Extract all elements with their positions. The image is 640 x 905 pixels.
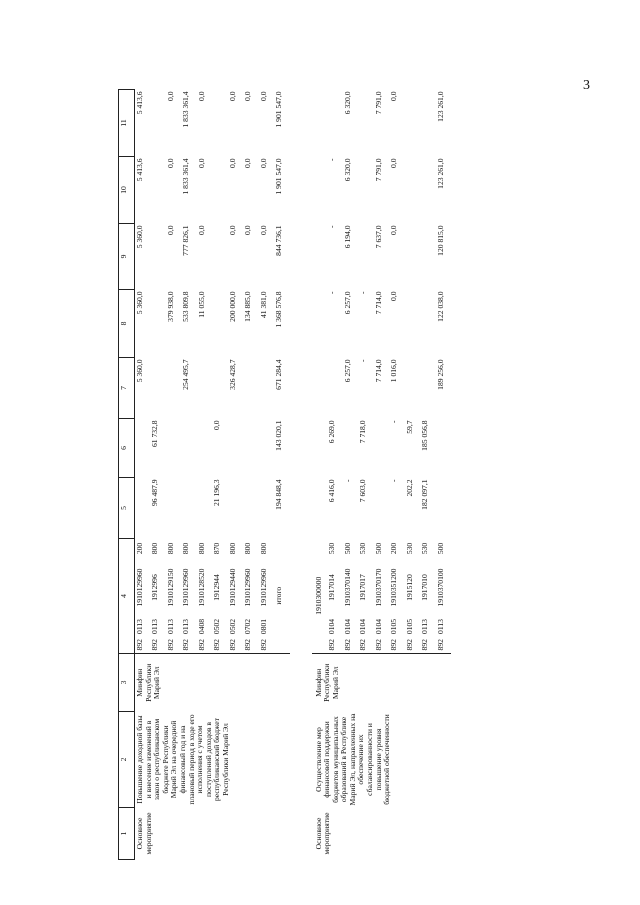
amount-cell: 254 495,7 bbox=[181, 359, 190, 390]
amount-cell: 0,0 bbox=[165, 158, 175, 168]
amount-cell bbox=[405, 89, 421, 156]
amount-cell: 123 261,0 bbox=[435, 158, 445, 189]
total-value: 1 901 547,0 bbox=[274, 158, 283, 195]
expense-type-code: 870 bbox=[212, 542, 221, 555]
amount-cell bbox=[420, 289, 436, 357]
amount-cell bbox=[327, 357, 343, 418]
amount-cell bbox=[374, 418, 390, 477]
amount-cell: 0,0 bbox=[165, 225, 175, 235]
section-code: 0104 bbox=[342, 618, 352, 635]
amount-cell bbox=[150, 357, 166, 418]
amount-cell: 1 833 361,4 bbox=[181, 158, 190, 195]
amount-cell bbox=[212, 156, 228, 223]
amount-cell: 182 097,1 bbox=[420, 479, 429, 510]
target-article-code: 1917010 bbox=[420, 574, 429, 601]
header-row bbox=[119, 89, 135, 859]
amount-cell: 533 809,8 bbox=[181, 291, 190, 322]
amount-cell bbox=[327, 89, 343, 156]
amount-cell bbox=[436, 418, 452, 477]
amount-cell bbox=[166, 477, 182, 538]
section-code: 0105 bbox=[389, 618, 398, 635]
total-value: 194 848,4 bbox=[274, 479, 283, 510]
grbs-code: 892 bbox=[196, 639, 206, 651]
activity-name: Повышение доходной базы и внесение изменений в закон о республиканском бюджете Республики Марий Эл на очередной финансовый год и на плановый период в ходе его исполнения с учетом поступлений доходов в республиканский бюджет Республики Марий Эл bbox=[135, 714, 230, 805]
total-value: 143 020,1 bbox=[274, 420, 283, 451]
grbs-code: 892 bbox=[358, 639, 367, 651]
budget-table bbox=[118, 89, 451, 860]
amount-cell bbox=[212, 357, 228, 418]
section-code: 0104 bbox=[327, 618, 336, 635]
total-value: 1 901 547,0 bbox=[274, 91, 283, 128]
activity-type: Основное мероприятие bbox=[313, 812, 332, 855]
executor: Минфин Республики Марий Эл bbox=[312, 654, 452, 712]
rotated-table-container bbox=[118, 90, 615, 860]
amount-cell: 7 718,0 bbox=[358, 420, 367, 444]
amount-cell: 0,0 bbox=[227, 91, 237, 101]
lead-row bbox=[312, 89, 328, 859]
empty-cell bbox=[312, 156, 328, 223]
amount-cell: 61 732,8 bbox=[150, 420, 159, 448]
amount-cell: 7 714,0 bbox=[373, 291, 383, 315]
amount-cell bbox=[259, 418, 275, 477]
amount-cell: 123 261,0 bbox=[435, 91, 445, 122]
amount-cell: 777 826,1 bbox=[181, 225, 190, 256]
empty-cell bbox=[312, 477, 328, 538]
grbs-code: 892 bbox=[227, 639, 237, 651]
amount-cell: 0,0 bbox=[196, 91, 206, 101]
expense-type-code: 500 bbox=[435, 542, 445, 555]
amount-cell: 200 000,0 bbox=[227, 291, 237, 322]
grbs-code: 892 bbox=[212, 639, 221, 651]
amount-cell: - bbox=[327, 225, 336, 228]
grbs-code: 892 bbox=[404, 639, 414, 651]
amount-cell bbox=[259, 357, 275, 418]
section-code: 0113 bbox=[165, 619, 175, 634]
table-row bbox=[135, 89, 151, 859]
amount-cell bbox=[358, 89, 374, 156]
amount-cell bbox=[228, 477, 244, 538]
amount-cell: 6 257,0 bbox=[342, 359, 352, 383]
grbs-code: 892 bbox=[342, 639, 352, 651]
amount-cell: 21 196,3 bbox=[212, 479, 221, 507]
section-code: 0801 bbox=[258, 618, 268, 635]
amount-cell: 122 038,0 bbox=[435, 291, 445, 322]
target-article-code: 1912944 bbox=[212, 574, 221, 601]
empty-cell bbox=[312, 223, 328, 289]
grbs-code: 892 bbox=[435, 639, 445, 651]
amount-cell: 0,0 bbox=[243, 225, 252, 235]
section-code: 0408 bbox=[196, 618, 206, 635]
amount-cell bbox=[135, 418, 151, 477]
expense-type-code: 500 bbox=[373, 542, 383, 555]
expense-type-code: 500 bbox=[342, 542, 352, 555]
total-label: итого bbox=[274, 586, 283, 605]
amount-cell: - bbox=[358, 291, 367, 294]
expense-type-code: 800 bbox=[227, 542, 237, 555]
amount-cell bbox=[181, 418, 197, 477]
amount-cell bbox=[405, 357, 421, 418]
amount-cell: 6 257,0 bbox=[342, 291, 352, 315]
amount-cell: 7 714,0 bbox=[373, 359, 383, 383]
amount-cell bbox=[166, 418, 182, 477]
amount-cell: - bbox=[327, 291, 336, 294]
amount-cell: 6 194,0 bbox=[342, 225, 352, 249]
section-code: 0702 bbox=[243, 618, 252, 635]
amount-cell: 5 413,6 bbox=[135, 91, 144, 115]
target-article-code: 1912996 bbox=[150, 574, 159, 601]
amount-cell bbox=[343, 418, 359, 477]
amount-cell: 7 791,0 bbox=[373, 91, 383, 115]
expense-type-code: 800 bbox=[150, 542, 159, 555]
amount-cell bbox=[212, 289, 228, 357]
amount-cell bbox=[212, 223, 228, 289]
amount-cell bbox=[212, 89, 228, 156]
header-cell: 3 bbox=[119, 654, 135, 712]
amount-cell bbox=[405, 156, 421, 223]
header-cell: 9 bbox=[119, 223, 135, 289]
amount-cell bbox=[420, 156, 436, 223]
target-article-code: 1910129960 bbox=[243, 568, 252, 607]
amount-cell: 0,0 bbox=[243, 91, 252, 101]
target-article-code: 1910370100 bbox=[435, 568, 445, 607]
amount-cell: 0,0 bbox=[243, 158, 252, 168]
amount-cell: 185 056,8 bbox=[420, 420, 429, 451]
grbs-code: 892 bbox=[243, 639, 252, 651]
amount-cell bbox=[150, 156, 166, 223]
expense-type-code: 800 bbox=[196, 542, 206, 555]
grbs-code: 892 bbox=[373, 639, 383, 651]
grbs-code: 892 bbox=[150, 639, 159, 651]
amount-cell: 134 885,0 bbox=[243, 291, 252, 322]
amount-cell bbox=[243, 477, 259, 538]
amount-cell: 6 320,0 bbox=[342, 158, 352, 182]
header-cell: 7 bbox=[119, 357, 135, 418]
total-value: 1 368 576,8 bbox=[274, 291, 283, 328]
amount-cell: 0,0 bbox=[165, 91, 175, 101]
amount-cell: 6 320,0 bbox=[342, 91, 352, 115]
amount-cell bbox=[181, 477, 197, 538]
amount-cell bbox=[150, 223, 166, 289]
amount-cell: 1 016,0 bbox=[389, 359, 398, 383]
amount-cell: 0,0 bbox=[389, 91, 398, 101]
amount-cell bbox=[420, 223, 436, 289]
total-value: 671 284,4 bbox=[274, 359, 283, 390]
amount-cell: 0,0 bbox=[258, 225, 268, 235]
amount-cell bbox=[135, 477, 151, 538]
amount-cell: 0,0 bbox=[227, 158, 237, 168]
amount-cell: 7 637,0 bbox=[373, 225, 383, 249]
header-cell: 1 bbox=[119, 808, 135, 860]
expense-type-code: 530 bbox=[420, 542, 429, 555]
section-code: 0105 bbox=[404, 618, 414, 635]
amount-cell bbox=[197, 477, 213, 538]
table-body bbox=[135, 89, 452, 859]
amount-cell: - bbox=[342, 479, 352, 482]
target-article-code: 1917017 bbox=[358, 574, 367, 601]
section-code: 0113 bbox=[135, 619, 144, 634]
expense-type-code: 200 bbox=[389, 542, 398, 555]
amount-cell bbox=[436, 477, 452, 538]
amount-cell bbox=[197, 357, 213, 418]
amount-cell bbox=[358, 156, 374, 223]
section-code: 0113 bbox=[150, 619, 159, 634]
header-cell: 6 bbox=[119, 418, 135, 477]
expense-type-code: 530 bbox=[404, 542, 414, 555]
amount-cell: 41 381,0 bbox=[258, 291, 268, 319]
amount-cell: 5 360,0 bbox=[135, 291, 144, 315]
amount-cell: 0,0 bbox=[389, 158, 398, 168]
section-code: 0104 bbox=[358, 618, 367, 635]
section-code: 0104 bbox=[373, 618, 383, 635]
amount-cell: 0,0 bbox=[196, 225, 206, 235]
amount-cell bbox=[150, 89, 166, 156]
target-article-code: 1917014 bbox=[327, 574, 336, 601]
header-cell: 10 bbox=[119, 156, 135, 223]
amount-cell: 189 256,0 bbox=[435, 359, 445, 390]
amount-cell: 5 360,0 bbox=[135, 359, 144, 383]
header-cell: 8 bbox=[119, 289, 135, 357]
target-article-code: 1910129440 bbox=[227, 568, 237, 607]
amount-cell: 0,0 bbox=[389, 291, 398, 301]
amount-cell: - bbox=[327, 158, 336, 161]
amount-cell bbox=[166, 357, 182, 418]
expense-type-code: 800 bbox=[181, 542, 190, 555]
target-article-code: 1910370140 bbox=[342, 568, 352, 607]
amount-cell bbox=[374, 477, 390, 538]
grbs-code: 892 bbox=[420, 639, 429, 651]
amount-cell: 202,2 bbox=[404, 479, 414, 497]
amount-cell bbox=[197, 418, 213, 477]
amount-cell: - bbox=[358, 359, 367, 362]
amount-cell: 0,0 bbox=[212, 420, 221, 430]
amount-cell: 6 416,0 bbox=[327, 479, 336, 503]
amount-cell: 7 603,0 bbox=[358, 479, 367, 503]
expense-type-code: 530 bbox=[358, 542, 367, 555]
target-article-code: 1910129960 bbox=[135, 568, 144, 607]
amount-cell: 0,0 bbox=[258, 158, 268, 168]
header-cell: 4 bbox=[119, 538, 135, 653]
grbs-code: 892 bbox=[181, 639, 190, 651]
page-number: 3 bbox=[583, 78, 590, 93]
amount-cell: 5 360,0 bbox=[135, 225, 144, 249]
header-cell: 5 bbox=[119, 477, 135, 538]
expense-type-code: 200 bbox=[135, 542, 144, 555]
amount-cell bbox=[405, 223, 421, 289]
target-article-code: 1915120 bbox=[404, 574, 414, 601]
section-code: 0502 bbox=[227, 618, 237, 635]
amount-cell bbox=[405, 289, 421, 357]
header-cell: 11 bbox=[119, 89, 135, 156]
header-cell: 2 bbox=[119, 712, 135, 808]
amount-cell bbox=[243, 357, 259, 418]
grbs-code: 892 bbox=[389, 639, 398, 651]
amount-cell bbox=[420, 89, 436, 156]
amount-cell: 59,7 bbox=[404, 420, 414, 434]
section-code: 0113 bbox=[435, 619, 445, 634]
amount-cell: 1 833 361,4 bbox=[181, 91, 190, 128]
target-article-code: 1910129150 bbox=[165, 568, 175, 607]
amount-cell: 120 815,0 bbox=[435, 225, 445, 256]
amount-cell bbox=[150, 289, 166, 357]
amount-cell: 0,0 bbox=[227, 225, 237, 235]
section-code: 0113 bbox=[420, 619, 429, 634]
section-code: 0502 bbox=[212, 618, 221, 635]
empty-cell bbox=[312, 357, 328, 418]
amount-cell bbox=[228, 418, 244, 477]
grbs-code: 892 bbox=[258, 639, 268, 651]
empty-cell bbox=[312, 418, 328, 477]
amount-cell: 379 938,0 bbox=[165, 291, 175, 322]
amount-cell: 0,0 bbox=[258, 91, 268, 101]
amount-cell: 11 055,0 bbox=[196, 291, 206, 318]
amount-cell bbox=[243, 418, 259, 477]
expense-type-code: 530 bbox=[327, 542, 336, 555]
section-code: 0113 bbox=[181, 619, 190, 634]
amount-cell: 326 428,7 bbox=[227, 359, 237, 390]
expense-type-code: 800 bbox=[258, 542, 268, 555]
grbs-code: 892 bbox=[165, 639, 175, 651]
amount-cell bbox=[358, 223, 374, 289]
target-article-code: 1910129960 bbox=[181, 568, 190, 607]
amount-cell bbox=[420, 357, 436, 418]
activity-name: Осуществление мер финансовой поддержки бюджетов муниципальных образований в Республике Марий Эл, направленных на обеспечение их сбалансированности и повышение уровня бюджетной обеспеченности bbox=[313, 713, 392, 806]
amount-cell: 7 791,0 bbox=[373, 158, 383, 182]
target-article-code: 1910370170 bbox=[373, 568, 383, 607]
empty-cell bbox=[290, 89, 312, 859]
grbs-code: 892 bbox=[135, 639, 144, 651]
total-value: 844 736,1 bbox=[274, 225, 283, 256]
amount-cell bbox=[259, 477, 275, 538]
amount-cell: - bbox=[389, 420, 398, 423]
target-article-code: 1910128520 bbox=[196, 568, 206, 607]
spacer-row bbox=[290, 89, 312, 859]
expense-type-code: 800 bbox=[243, 542, 252, 555]
amount-cell: 5 413,6 bbox=[135, 158, 144, 182]
activity-type: Основное мероприятие bbox=[135, 812, 153, 855]
grbs-code: 892 bbox=[327, 639, 336, 651]
lead-csr: 1910300000 bbox=[313, 576, 323, 615]
empty-cell bbox=[312, 89, 328, 156]
executor: Минфин Республики Марий Эл bbox=[135, 654, 290, 712]
amount-cell: 6 269,0 bbox=[327, 420, 336, 444]
amount-cell: - bbox=[389, 479, 398, 482]
target-article-code: 1910129960 bbox=[258, 568, 268, 607]
amount-cell: 96 487,9 bbox=[150, 479, 159, 507]
empty-cell bbox=[312, 289, 328, 357]
target-article-code: 1910351200 bbox=[389, 568, 398, 607]
amount-cell: 0,0 bbox=[196, 158, 206, 168]
amount-cell: 0,0 bbox=[389, 225, 398, 235]
expense-type-code: 800 bbox=[165, 542, 175, 555]
